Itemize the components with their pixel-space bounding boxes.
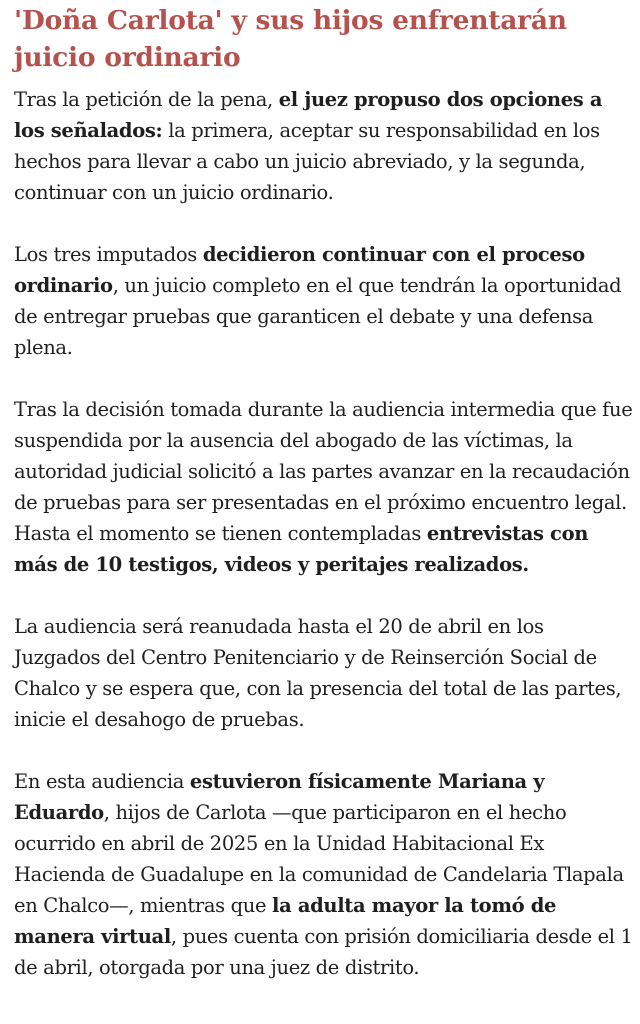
paragraph-bold-text: entrevistas con más de 10 testigos, videos y peritajes realizados. xyxy=(14,522,589,576)
paragraph-bold-text: el juez propuso dos opciones a los señalados: xyxy=(14,88,603,142)
paragraph-text: La audiencia será reanudada hasta el 20 de abril en los Juzgados del Centro Penitenciario y de Reinserción Social de Chalco y se espera que, con la presencia del total de las partes, inicie el desahogo de pruebas. xyxy=(14,615,622,731)
article-paragraph-3 xyxy=(14,394,634,580)
paragraph-text: , un juicio completo en el que tendrán la oportunidad de entregar pruebas que garanticen el debate y una defensa plena. xyxy=(14,274,622,359)
article-paragraph-1 xyxy=(14,84,634,208)
article-paragraph-4 xyxy=(14,611,634,735)
paragraph-text: , hijos de Carlota —que participaron en el hecho ocurrido en abril de 2025 en la Unidad Habitacional Ex Hacienda de Guadalupe en la comunidad de Candelaria Tlapala en Chalco—, mientras que xyxy=(14,801,624,917)
paragraph-text: la primera, aceptar su responsabilidad en los hechos para llevar a cabo un juicio abreviado, y la segunda, continuar con un juicio ordinario. xyxy=(14,119,600,204)
paragraph-text: Tras la petición de la pena, xyxy=(14,88,279,111)
paragraph-bold-text: decidieron continuar con el proceso ordinario xyxy=(14,243,585,297)
paragraph-text: En esta audiencia xyxy=(14,770,190,793)
paragraph-bold-text: la adulta mayor la tomó de manera virtual xyxy=(14,894,557,948)
paragraph-bold-text: estuvieron físicamente Mariana y Eduardo xyxy=(14,770,545,824)
paragraph-text: , pues cuenta con prisión domiciliaria desde el 1 de abril, otorgada por una juez de distrito. xyxy=(14,925,633,979)
news-article xyxy=(14,2,634,983)
paragraph-text: Tras la decisión tomada durante la audiencia intermedia que fue suspendida por la ausencia del abogado de las víctimas, la autoridad judicial solicitó a las partes avanzar en la recaudación de pruebas para ser presentadas en el próximo encuentro legal. Hasta el momento se tienen contempladas xyxy=(14,398,633,545)
article-headline: 'Doña Carlota' y sus hijos enfrentarán juicio ordinario xyxy=(14,5,567,73)
article-paragraph-2 xyxy=(14,239,634,363)
paragraph-text: Los tres imputados xyxy=(14,243,203,266)
article-paragraph-5 xyxy=(14,766,634,983)
